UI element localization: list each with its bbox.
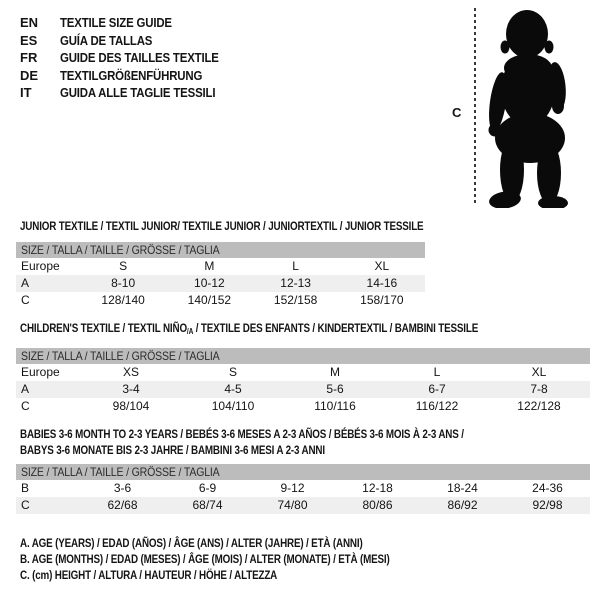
junior-table-title-text: JUNIOR TEXTILE / TEXTIL JUNIOR/ TEXTILE JUNIOR / JUNIORTEXTIL / JUNIOR TESSILE [20, 219, 424, 233]
size-cell: 62/68 [107, 498, 138, 512]
size-cell: 6-9 [198, 481, 217, 495]
lang-row-en [20, 14, 240, 32]
row-label: B [21, 481, 30, 495]
size-cell: 12-18 [362, 481, 393, 495]
babies-title-line2: BABYS 3-6 MONATE BIS 2-3 JAHRE / BAMBINI 3-6 MESI A 2-3 ANNI [20, 443, 325, 457]
size-cell: 104/110 [211, 399, 255, 413]
height-measure-dashed-line [474, 8, 476, 206]
lang-code-de: DE [20, 67, 39, 83]
size-cell: 6-7 [428, 382, 446, 396]
size-cell: XL [374, 259, 390, 273]
row-label: Europe [21, 259, 60, 273]
size-header-band [16, 348, 590, 364]
footnote-block [20, 536, 471, 583]
size-cell: 8-10 [111, 276, 136, 290]
row-label: C [21, 399, 30, 413]
row-label: A [21, 382, 30, 396]
size-cell: L [292, 259, 299, 273]
size-cell: 116/122 [415, 399, 459, 413]
size-cell: 98/104 [112, 399, 150, 413]
size-cell: 3-6 [113, 481, 132, 495]
size-cell: 12-13 [280, 276, 311, 290]
table-row-age [16, 275, 425, 292]
table-row-months [16, 480, 590, 497]
babies-title-line1: BABIES 3-6 MONTH TO 2-3 YEARS / BEBÉS 3-6 MESES A 2-3 AÑOS / BÉBÉS 3-6 MOIS À 2-3 ANS / [20, 427, 464, 441]
lang-row-it [20, 84, 240, 102]
size-cell: XS [122, 365, 139, 379]
size-cell: 14-16 [366, 276, 398, 290]
table-row-age [16, 381, 590, 398]
table-row-europe [16, 364, 590, 381]
size-header-text: SIZE / TALLA / TAILLE / GRÖSSE / TAGLIA [21, 243, 220, 257]
babies-table-title [20, 426, 561, 458]
row-label: Europe [21, 365, 60, 379]
size-cell: 86/92 [447, 498, 478, 512]
children-title-pre: CHILDREN'S TEXTILE / TEXTIL NIÑO [20, 321, 187, 335]
table-row-height [16, 398, 590, 415]
size-cell: 24-36 [532, 481, 563, 495]
size-cell: 74/80 [277, 498, 308, 512]
lang-row-es [20, 32, 240, 50]
row-label: C [21, 498, 30, 512]
size-cell: L [433, 365, 441, 379]
lang-title-fr: GUIDE DES TAILLES TEXTILE [60, 50, 219, 65]
lang-row-de [20, 67, 240, 85]
size-cell: 10-12 [194, 276, 225, 290]
toddler-silhouette-image [480, 4, 592, 208]
footnote-b-text: B. AGE (MONTHS) / EDAD (MESES) / ÂGE (MOIS) / ALTER (MONATE) / ETÀ (MESI) [20, 551, 390, 566]
size-cell: 4-5 [224, 382, 242, 396]
size-cell: 18-24 [447, 481, 478, 495]
lang-code-en: EN [20, 15, 39, 30]
size-cell: 9-12 [280, 481, 305, 495]
size-cell: 80/86 [362, 498, 393, 512]
lang-title-de: TEXTILGRÖßENFÜHRUNG [60, 67, 203, 83]
table-row-height [16, 292, 425, 309]
row-label: C [21, 293, 30, 307]
size-cell: 92/98 [532, 498, 563, 512]
size-header-text: SIZE / TALLA / TAILLE / GRÖSSE / TAGLIA [21, 465, 220, 479]
children-size-table [16, 348, 590, 415]
footnote-c [20, 568, 471, 584]
lang-code-es: ES [20, 32, 38, 48]
size-cell: 3-4 [122, 382, 140, 396]
footnote-b [20, 552, 471, 568]
size-cell: 140/152 [187, 293, 232, 307]
junior-table-title [20, 218, 512, 234]
language-title-block [20, 14, 240, 102]
footnote-c-text: C. (cm) HEIGHT / ALTURA / HAUTEUR / HÖHE / ALTEZZA [20, 567, 278, 582]
lang-title-en: TEXTILE SIZE GUIDE [60, 15, 172, 30]
children-title-post: / TEXTILE DES ENFANTS / KINDERTEXTIL / BAMBINI TESSILE [193, 321, 479, 335]
lang-code-it: IT [20, 85, 32, 100]
lang-row-fr [20, 49, 240, 67]
size-cell: 5-6 [326, 382, 344, 396]
size-cell: 68/74 [192, 498, 223, 512]
lang-code-fr: FR [20, 50, 38, 65]
size-cell: 7-8 [530, 382, 548, 396]
measure-label-c: C [452, 105, 462, 120]
footnote-a [20, 536, 471, 552]
size-cell: 110/116 [314, 399, 356, 413]
children-title-sub: /A [186, 327, 194, 336]
size-cell: S [228, 365, 237, 379]
size-header-band [16, 242, 425, 258]
size-cell: S [119, 259, 128, 273]
children-table-title-text [20, 320, 478, 340]
footnote-a-text: A. AGE (YEARS) / EDAD (AÑOS) / ÂGE (ANS) / ALTER (JAHRE) / ETÀ (ANNI) [20, 536, 363, 550]
lang-title-it: GUIDA ALLE TAGLIE TESSILI [60, 85, 216, 100]
size-cell: 122/128 [517, 399, 561, 413]
size-cell: M [330, 365, 340, 379]
size-cell: 152/158 [273, 293, 318, 307]
row-label: A [21, 276, 30, 290]
size-cell: XL [531, 365, 547, 379]
size-header-band [16, 464, 590, 480]
size-cell: 158/170 [360, 293, 404, 307]
junior-size-table [16, 242, 425, 309]
lang-title-es: GUÍA DE TALLAS [60, 32, 153, 48]
table-row-europe [16, 258, 425, 275]
size-header-text: SIZE / TALLA / TAILLE / GRÖSSE / TAGLIA [21, 349, 220, 363]
children-table-title [20, 320, 579, 340]
size-cell: 128/140 [101, 293, 145, 307]
size-cell: M [204, 259, 215, 273]
table-row-height [16, 497, 590, 514]
babies-size-table [16, 464, 590, 514]
